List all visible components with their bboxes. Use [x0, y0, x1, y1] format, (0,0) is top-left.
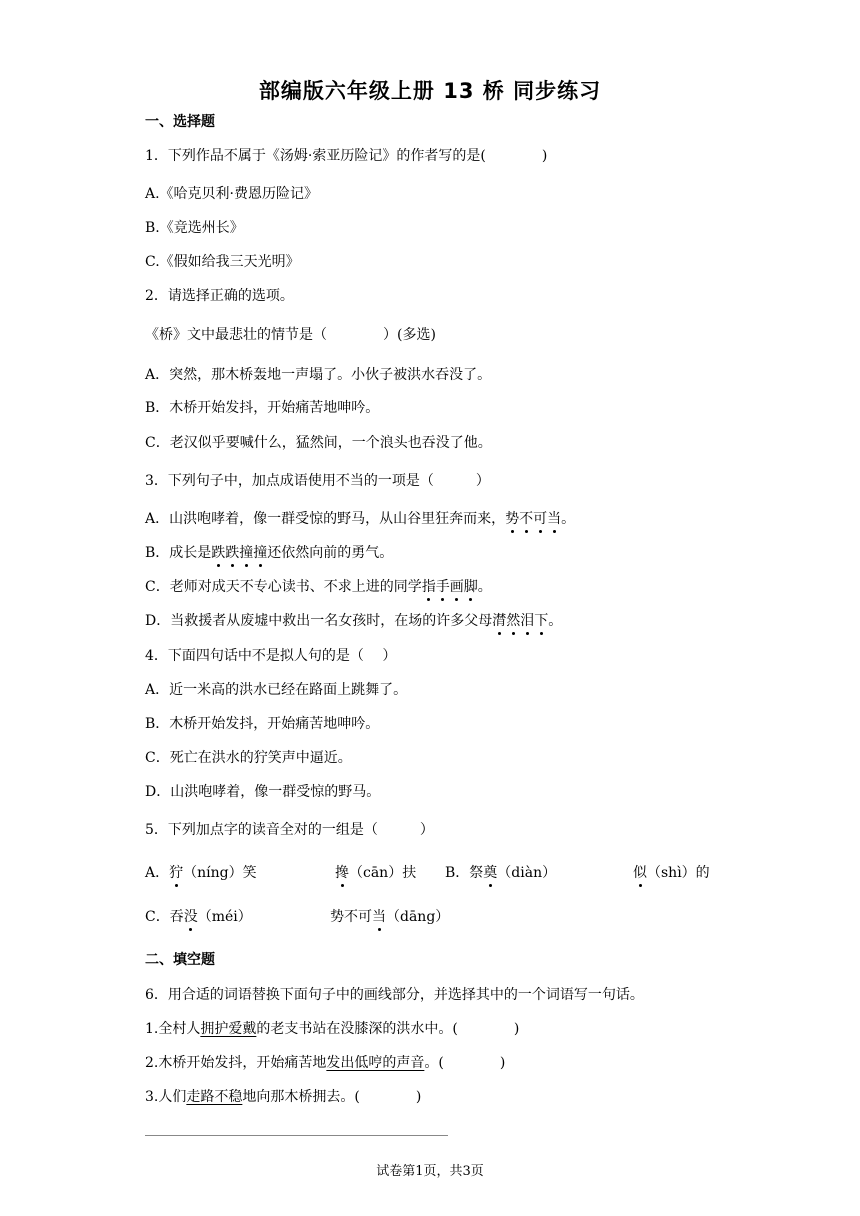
dotted-char: 狞 — [169, 865, 184, 881]
question-4-stem: 4．下面四句话中不是拟人句的是（ ） — [145, 648, 397, 664]
section-heading-choice: 一、选择题 — [145, 114, 215, 130]
dotted-char: 没 — [183, 909, 198, 925]
dotted-char: 脚 — [463, 579, 478, 595]
footer-divider — [145, 1135, 448, 1136]
question-2-substem: 《桥》文中最悲壮的情节是（ ）(多选) — [145, 327, 436, 343]
option-text: 。 — [561, 511, 576, 527]
dotted-char: 势 — [505, 511, 520, 527]
page-title: 部编版六年级上册 13 桥 同步练习 — [258, 79, 602, 103]
question-6-stem: 6．用合适的词语替换下面句子中的画线部分，并选择其中的一个词语写一句话。 — [145, 987, 644, 1003]
dotted-char: 手 — [435, 579, 450, 595]
dotted-char: 当 — [372, 909, 386, 925]
option-text: （shì）的 — [647, 865, 710, 881]
dotted-char: 撞 — [239, 545, 254, 561]
dotted-char: 奠 — [483, 865, 498, 881]
question-2-stem: 2．请选择正确的选项。 — [145, 288, 294, 304]
option-text: B．成长是 — [145, 545, 212, 561]
question-1-option-a: A.《哈克贝利·费恩历险记》 — [145, 186, 319, 202]
option-text: （cān）扶 — [349, 865, 417, 881]
question-4-option-c: C．死亡在洪水的狞笑声中逼近。 — [145, 750, 352, 766]
option-text: 。 — [477, 579, 492, 595]
question-2-option-c: C．老汉似乎要喊什么，猛然间，一个浪头也吞没了他。 — [145, 435, 492, 451]
section-heading-fill: 二、填空题 — [145, 952, 215, 968]
dotted-char: 画 — [449, 579, 464, 595]
question-4-option-b: B．木桥开始发抖，开始痛苦地呻吟。 — [145, 716, 380, 732]
option-text: （méi） — [197, 909, 252, 925]
dotted-char: 不 — [519, 511, 534, 527]
question-3-option-b — [145, 543, 393, 563]
sentence-text: 的老支书站在没膝深的洪水中。( ) — [256, 1021, 520, 1037]
dotted-char: 搀 — [335, 865, 349, 881]
dotted-char: 跌 — [225, 545, 240, 561]
dotted-char: 似 — [633, 865, 647, 881]
question-3-option-d — [145, 611, 562, 631]
sentence-text: 2.木桥开始发抖，开始痛苦地 — [145, 1055, 327, 1071]
question-5-option-c2 — [330, 907, 449, 927]
question-2-option-a: A．突然，那木桥轰地一声塌了。小伙子被洪水吞没了。 — [145, 367, 492, 383]
dotted-char: 撞 — [253, 545, 268, 561]
dotted-char: 可 — [533, 511, 548, 527]
dotted-char: 下 — [534, 613, 549, 629]
underlined-phrase: 走路不稳 — [186, 1089, 243, 1105]
question-1-stem: 1．下列作品不属于《汤姆·索亚历险记》的作者写的是( ) — [145, 148, 548, 164]
sentence-text: 1.全村人 — [145, 1021, 201, 1037]
sentence-text: 。( ) — [424, 1055, 506, 1071]
question-4-option-a: A．近一米高的洪水已经在路面上跳舞了。 — [145, 682, 408, 698]
question-6-line-2 — [145, 1053, 505, 1073]
option-text: A． — [145, 865, 170, 881]
question-5-option-a2 — [335, 863, 416, 883]
question-5-row-2 — [145, 907, 545, 927]
underlined-phrase: 拥护爱戴 — [200, 1021, 257, 1037]
question-5-row-1 — [145, 863, 725, 883]
option-text: （níng）笑 — [183, 865, 257, 881]
option-text: A．山洪咆哮着，像一群受惊的野马，从山谷里狂奔而来， — [145, 511, 506, 527]
option-text: 。 — [548, 613, 563, 629]
dotted-char: 指 — [421, 579, 436, 595]
underlined-phrase: 发出低哼的声音 — [326, 1055, 425, 1071]
dotted-char: 泪 — [520, 613, 535, 629]
option-text: 还依然向前的勇气。 — [267, 545, 394, 561]
option-text: 势不可 — [330, 909, 372, 925]
question-6-line-1 — [145, 1019, 519, 1039]
page-footer: 试卷第1页，共3页 — [376, 1164, 484, 1179]
option-text: （diàn） — [497, 865, 557, 881]
dotted-char: 潸 — [492, 613, 507, 629]
question-3-stem: 3．下列句子中，加点成语使用不当的一项是（ ） — [145, 473, 490, 489]
question-6-line-3 — [145, 1087, 421, 1107]
question-1-option-b: B.《竞选州长》 — [145, 220, 244, 236]
option-text: B．祭 — [445, 865, 484, 881]
question-1-option-c: C.《假如给我三天光明》 — [145, 254, 300, 270]
sentence-text: 地向那木桥拥去。( ) — [242, 1089, 422, 1105]
question-2-option-b: B．木桥开始发抖，开始痛苦地呻吟。 — [145, 400, 380, 416]
option-text: C．老师对成天不专心读书、不求上进的同学 — [145, 579, 422, 595]
sentence-text: 3.人们 — [145, 1089, 187, 1105]
option-text: C．吞 — [145, 909, 184, 925]
option-text: D．当救援者从废墟中救出一名女孩时，在场的许多父母 — [145, 613, 493, 629]
option-text: （dāng） — [386, 909, 450, 925]
dotted-char: 然 — [506, 613, 521, 629]
question-4-option-d: D．山洪咆哮着，像一群受惊的野马。 — [145, 784, 381, 800]
question-5-stem: 5．下列加点字的读音全对的一组是（ ） — [145, 822, 434, 838]
question-5-option-b2 — [633, 863, 710, 883]
question-3-option-c — [145, 577, 492, 597]
dotted-char: 当 — [547, 511, 562, 527]
question-5-option-b — [445, 863, 556, 883]
dotted-char: 跌 — [211, 545, 226, 561]
question-3-option-a — [145, 509, 575, 529]
